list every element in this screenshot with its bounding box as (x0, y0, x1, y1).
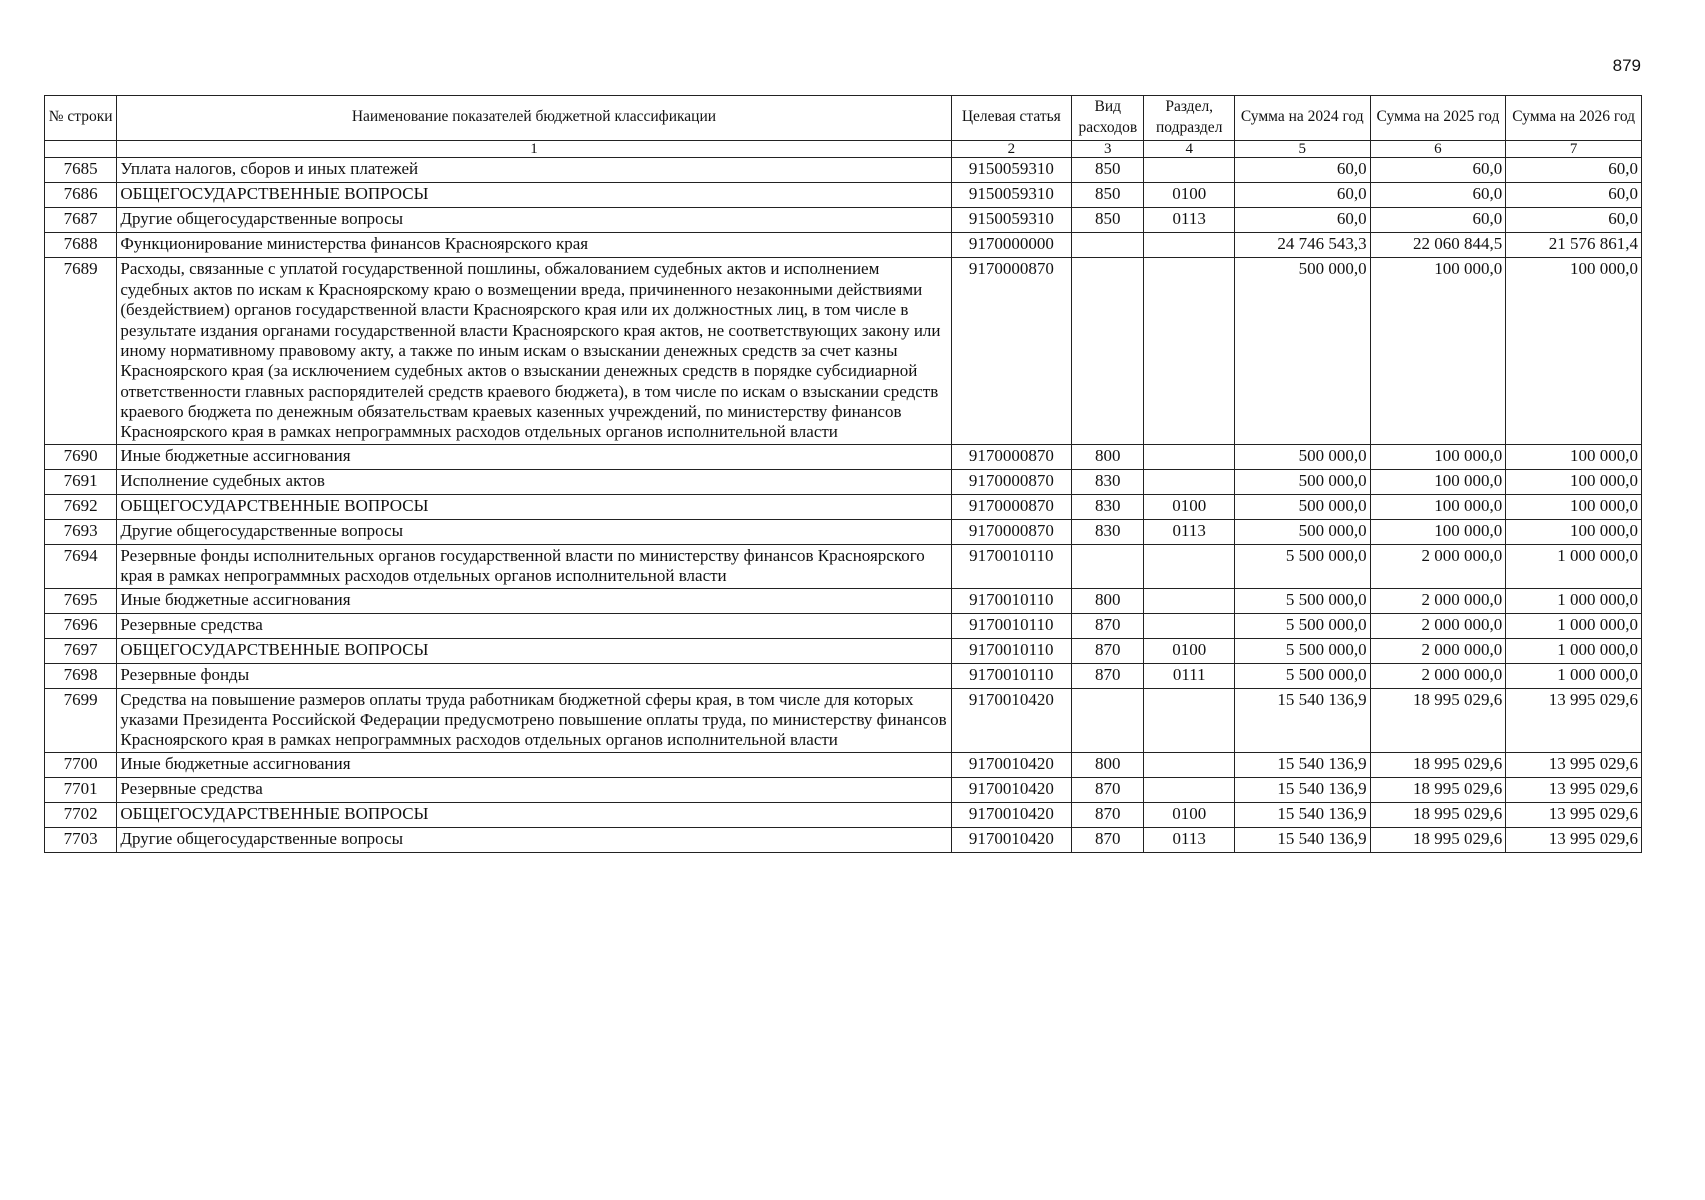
sum-2024-cell: 500 000,0 (1234, 519, 1370, 544)
target-article-cell: 9170010420 (951, 802, 1072, 827)
sum-2025-cell: 100 000,0 (1370, 444, 1506, 469)
target-article-cell: 9170010110 (951, 638, 1072, 663)
sum-2024-cell: 5 500 000,0 (1234, 638, 1370, 663)
section-cell: 0100 (1144, 183, 1234, 208)
target-article-cell: 9150059310 (951, 183, 1072, 208)
header-sum-2026: Сумма на 2026 год (1506, 96, 1642, 141)
header-section: Раздел, подраздел (1144, 96, 1234, 141)
sum-2024-cell: 24 746 543,3 (1234, 233, 1370, 258)
sum-2024-cell: 15 540 136,9 (1234, 752, 1370, 777)
sum-2026-cell: 1 000 000,0 (1506, 544, 1642, 588)
sum-2024-cell: 5 500 000,0 (1234, 588, 1370, 613)
sum-2024-cell: 500 000,0 (1234, 469, 1370, 494)
column-number (45, 140, 117, 158)
section-cell (1144, 544, 1234, 588)
sum-2025-cell: 60,0 (1370, 158, 1506, 183)
indicator-name-cell: Другие общегосударственные вопросы (117, 827, 951, 852)
expense-kind-cell: 800 (1072, 444, 1144, 469)
sum-2026-cell: 100 000,0 (1506, 444, 1642, 469)
target-article-cell: 9170000870 (951, 258, 1072, 445)
indicator-name-cell: Другие общегосударственные вопросы (117, 208, 951, 233)
target-article-cell: 9170010110 (951, 613, 1072, 638)
header-row-number: № строки (45, 96, 117, 141)
section-cell: 0113 (1144, 827, 1234, 852)
row-number-cell: 7692 (45, 494, 117, 519)
sum-2026-cell: 1 000 000,0 (1506, 588, 1642, 613)
sum-2026-cell: 13 995 029,6 (1506, 688, 1642, 752)
sum-2025-cell: 60,0 (1370, 183, 1506, 208)
sum-2024-cell: 500 000,0 (1234, 258, 1370, 445)
sum-2026-cell: 1 000 000,0 (1506, 663, 1642, 688)
sum-2024-cell: 5 500 000,0 (1234, 663, 1370, 688)
sum-2026-cell: 60,0 (1506, 183, 1642, 208)
sum-2025-cell: 2 000 000,0 (1370, 544, 1506, 588)
expense-kind-cell: 870 (1072, 613, 1144, 638)
indicator-name-cell: ОБЩЕГОСУДАРСТВЕННЫЕ ВОПРОСЫ (117, 183, 951, 208)
target-article-cell: 9170010420 (951, 752, 1072, 777)
sum-2025-cell: 100 000,0 (1370, 494, 1506, 519)
expense-kind-cell (1072, 233, 1144, 258)
row-number-cell: 7686 (45, 183, 117, 208)
indicator-name-cell: Иные бюджетные ассигнования (117, 752, 951, 777)
section-cell (1144, 444, 1234, 469)
expense-kind-cell: 870 (1072, 638, 1144, 663)
table-row (45, 494, 1642, 519)
sum-2024-cell: 15 540 136,9 (1234, 688, 1370, 752)
section-cell (1144, 688, 1234, 752)
sum-2026-cell: 13 995 029,6 (1506, 802, 1642, 827)
column-number: 4 (1144, 140, 1234, 158)
sum-2024-cell: 500 000,0 (1234, 444, 1370, 469)
row-number-cell: 7690 (45, 444, 117, 469)
header-target-article: Целевая статья (951, 96, 1072, 141)
indicator-name-cell: Резервные фонды (117, 663, 951, 688)
budget-classification-table (44, 95, 1642, 853)
target-article-cell: 9170000870 (951, 444, 1072, 469)
section-cell (1144, 469, 1234, 494)
sum-2026-cell: 100 000,0 (1506, 258, 1642, 445)
section-cell (1144, 613, 1234, 638)
indicator-name-cell: Другие общегосударственные вопросы (117, 519, 951, 544)
table-row (45, 544, 1642, 588)
table-row (45, 638, 1642, 663)
table-row (45, 444, 1642, 469)
sum-2024-cell: 60,0 (1234, 158, 1370, 183)
indicator-name-cell: ОБЩЕГОСУДАРСТВЕННЫЕ ВОПРОСЫ (117, 494, 951, 519)
table-row (45, 613, 1642, 638)
expense-kind-cell: 850 (1072, 158, 1144, 183)
table-row (45, 588, 1642, 613)
table-row (45, 519, 1642, 544)
sum-2025-cell: 2 000 000,0 (1370, 613, 1506, 638)
column-number: 3 (1072, 140, 1144, 158)
sum-2025-cell: 2 000 000,0 (1370, 663, 1506, 688)
sum-2026-cell: 13 995 029,6 (1506, 752, 1642, 777)
header-sum-2025: Сумма на 2025 год (1370, 96, 1506, 141)
section-cell: 0113 (1144, 208, 1234, 233)
header-name: Наименование показателей бюджетной классификации (117, 96, 951, 141)
row-number-cell: 7693 (45, 519, 117, 544)
sum-2026-cell: 21 576 861,4 (1506, 233, 1642, 258)
section-cell: 0100 (1144, 802, 1234, 827)
header-sum-2024: Сумма на 2024 год (1234, 96, 1370, 141)
indicator-name-cell: Резервные фонды исполнительных органов государственной власти по министерству финансов Красноярского края в рамках непрограммных расходов отдельных органов исполнительной власти (117, 544, 951, 588)
row-number-cell: 7691 (45, 469, 117, 494)
sum-2024-cell: 15 540 136,9 (1234, 777, 1370, 802)
target-article-cell: 9170010110 (951, 544, 1072, 588)
sum-2025-cell: 18 995 029,6 (1370, 688, 1506, 752)
section-cell: 0113 (1144, 519, 1234, 544)
column-number: 1 (117, 140, 951, 158)
row-number-cell: 7688 (45, 233, 117, 258)
section-cell (1144, 752, 1234, 777)
sum-2024-cell: 5 500 000,0 (1234, 613, 1370, 638)
sum-2025-cell: 2 000 000,0 (1370, 588, 1506, 613)
sum-2026-cell: 60,0 (1506, 208, 1642, 233)
row-number-cell: 7696 (45, 613, 117, 638)
sum-2024-cell: 5 500 000,0 (1234, 544, 1370, 588)
expense-kind-cell (1072, 688, 1144, 752)
expense-kind-cell: 870 (1072, 827, 1144, 852)
sum-2025-cell: 2 000 000,0 (1370, 638, 1506, 663)
expense-kind-cell: 800 (1072, 588, 1144, 613)
expense-kind-cell: 830 (1072, 469, 1144, 494)
sum-2026-cell: 1 000 000,0 (1506, 638, 1642, 663)
sum-2025-cell: 100 000,0 (1370, 258, 1506, 445)
indicator-name-cell: Средства на повышение размеров оплаты труда работникам бюджетной сферы края, в том числе для которых указами Президента Российской Федерации предусмотрено повышение оплаты труда, по министерству финансов Красноярского края в рамках непрограммных расходов отдельных органов исполнительной власти (117, 688, 951, 752)
target-article-cell: 9170010420 (951, 777, 1072, 802)
sum-2025-cell: 18 995 029,6 (1370, 827, 1506, 852)
sum-2026-cell: 100 000,0 (1506, 469, 1642, 494)
indicator-name-cell: Резервные средства (117, 777, 951, 802)
column-number: 5 (1234, 140, 1370, 158)
expense-kind-cell: 850 (1072, 208, 1144, 233)
indicator-name-cell: Исполнение судебных актов (117, 469, 951, 494)
expense-kind-cell: 830 (1072, 494, 1144, 519)
indicator-name-cell: ОБЩЕГОСУДАРСТВЕННЫЕ ВОПРОСЫ (117, 802, 951, 827)
row-number-cell: 7697 (45, 638, 117, 663)
row-number-cell: 7700 (45, 752, 117, 777)
table-row (45, 183, 1642, 208)
sum-2024-cell: 60,0 (1234, 183, 1370, 208)
row-number-cell: 7695 (45, 588, 117, 613)
target-article-cell: 9170000000 (951, 233, 1072, 258)
table-row (45, 233, 1642, 258)
target-article-cell: 9170010420 (951, 688, 1072, 752)
table-header (45, 96, 1642, 158)
column-number-row (45, 140, 1642, 158)
indicator-name-cell: Резервные средства (117, 613, 951, 638)
expense-kind-cell (1072, 544, 1144, 588)
sum-2026-cell: 13 995 029,6 (1506, 777, 1642, 802)
section-cell (1144, 258, 1234, 445)
expense-kind-cell: 870 (1072, 663, 1144, 688)
table-row (45, 258, 1642, 445)
indicator-name-cell: ОБЩЕГОСУДАРСТВЕННЫЕ ВОПРОСЫ (117, 638, 951, 663)
expense-kind-cell: 850 (1072, 183, 1144, 208)
section-cell (1144, 233, 1234, 258)
expense-kind-cell: 870 (1072, 802, 1144, 827)
expense-kind-cell: 830 (1072, 519, 1144, 544)
target-article-cell: 9170010110 (951, 663, 1072, 688)
row-number-cell: 7685 (45, 158, 117, 183)
table-row (45, 777, 1642, 802)
indicator-name-cell: Иные бюджетные ассигнования (117, 588, 951, 613)
target-article-cell: 9150059310 (951, 208, 1072, 233)
sum-2026-cell: 13 995 029,6 (1506, 827, 1642, 852)
indicator-name-cell: Иные бюджетные ассигнования (117, 444, 951, 469)
column-number: 6 (1370, 140, 1506, 158)
target-article-cell: 9170010420 (951, 827, 1072, 852)
table-row (45, 827, 1642, 852)
row-number-cell: 7701 (45, 777, 117, 802)
expense-kind-cell (1072, 258, 1144, 445)
indicator-name-cell: Функционирование министерства финансов Красноярского края (117, 233, 951, 258)
expense-kind-cell: 870 (1072, 777, 1144, 802)
sum-2024-cell: 15 540 136,9 (1234, 802, 1370, 827)
table-row (45, 688, 1642, 752)
sum-2024-cell: 15 540 136,9 (1234, 827, 1370, 852)
sum-2024-cell: 60,0 (1234, 208, 1370, 233)
column-number: 7 (1506, 140, 1642, 158)
row-number-cell: 7694 (45, 544, 117, 588)
row-number-cell: 7703 (45, 827, 117, 852)
table-row (45, 158, 1642, 183)
sum-2025-cell: 100 000,0 (1370, 469, 1506, 494)
section-cell (1144, 777, 1234, 802)
table-row (45, 802, 1642, 827)
row-number-cell: 7699 (45, 688, 117, 752)
section-cell (1144, 158, 1234, 183)
section-cell: 0111 (1144, 663, 1234, 688)
target-article-cell: 9170000870 (951, 494, 1072, 519)
row-number-cell: 7698 (45, 663, 117, 688)
row-number-cell: 7702 (45, 802, 117, 827)
table-row (45, 208, 1642, 233)
table-body (45, 158, 1642, 852)
target-article-cell: 9170000870 (951, 519, 1072, 544)
table-row (45, 663, 1642, 688)
sum-2026-cell: 100 000,0 (1506, 494, 1642, 519)
indicator-name-cell: Расходы, связанные с уплатой государственной пошлины, обжалованием судебных актов и исполнением судебных актов по искам к Красноярскому краю о возмещении вреда, причиненного незаконными действиями (бездействием) органов государственной власти Красноярского края или их должностных лиц, в том числе в результате издания органами государственной власти Красноярского края актов, не соответствующих закону или иному нормативному правовому акту, а также по иным искам о взыскании денежных средств за счет казны Красноярского края (за исключением судебных актов о взыскании денежных средств в порядке субсидиарной ответственности главных распорядителей средств краевого бюджета), в том числе по искам о взыскании средств краевого бюджета по денежным обязательствам краевых казенных учреждений, по министерству финансов Красноярского края в рамках непрограммных расходов отдельных органов исполнительной власти (117, 258, 951, 445)
section-cell: 0100 (1144, 638, 1234, 663)
target-article-cell: 9170010110 (951, 588, 1072, 613)
sum-2025-cell: 60,0 (1370, 208, 1506, 233)
page-number: 879 (1612, 56, 1641, 75)
sum-2026-cell: 1 000 000,0 (1506, 613, 1642, 638)
target-article-cell: 9150059310 (951, 158, 1072, 183)
sum-2025-cell: 18 995 029,6 (1370, 752, 1506, 777)
table-row (45, 752, 1642, 777)
sum-2025-cell: 22 060 844,5 (1370, 233, 1506, 258)
column-number: 2 (951, 140, 1072, 158)
row-number-cell: 7687 (45, 208, 117, 233)
sum-2026-cell: 100 000,0 (1506, 519, 1642, 544)
sum-2026-cell: 60,0 (1506, 158, 1642, 183)
table-row (45, 469, 1642, 494)
sum-2025-cell: 18 995 029,6 (1370, 777, 1506, 802)
sum-2025-cell: 100 000,0 (1370, 519, 1506, 544)
indicator-name-cell: Уплата налогов, сборов и иных платежей (117, 158, 951, 183)
row-number-cell: 7689 (45, 258, 117, 445)
header-row (45, 96, 1642, 141)
expense-kind-cell: 800 (1072, 752, 1144, 777)
section-cell: 0100 (1144, 494, 1234, 519)
sum-2025-cell: 18 995 029,6 (1370, 802, 1506, 827)
header-expense-kind: Вид расходов (1072, 96, 1144, 141)
section-cell (1144, 588, 1234, 613)
sum-2024-cell: 500 000,0 (1234, 494, 1370, 519)
target-article-cell: 9170000870 (951, 469, 1072, 494)
